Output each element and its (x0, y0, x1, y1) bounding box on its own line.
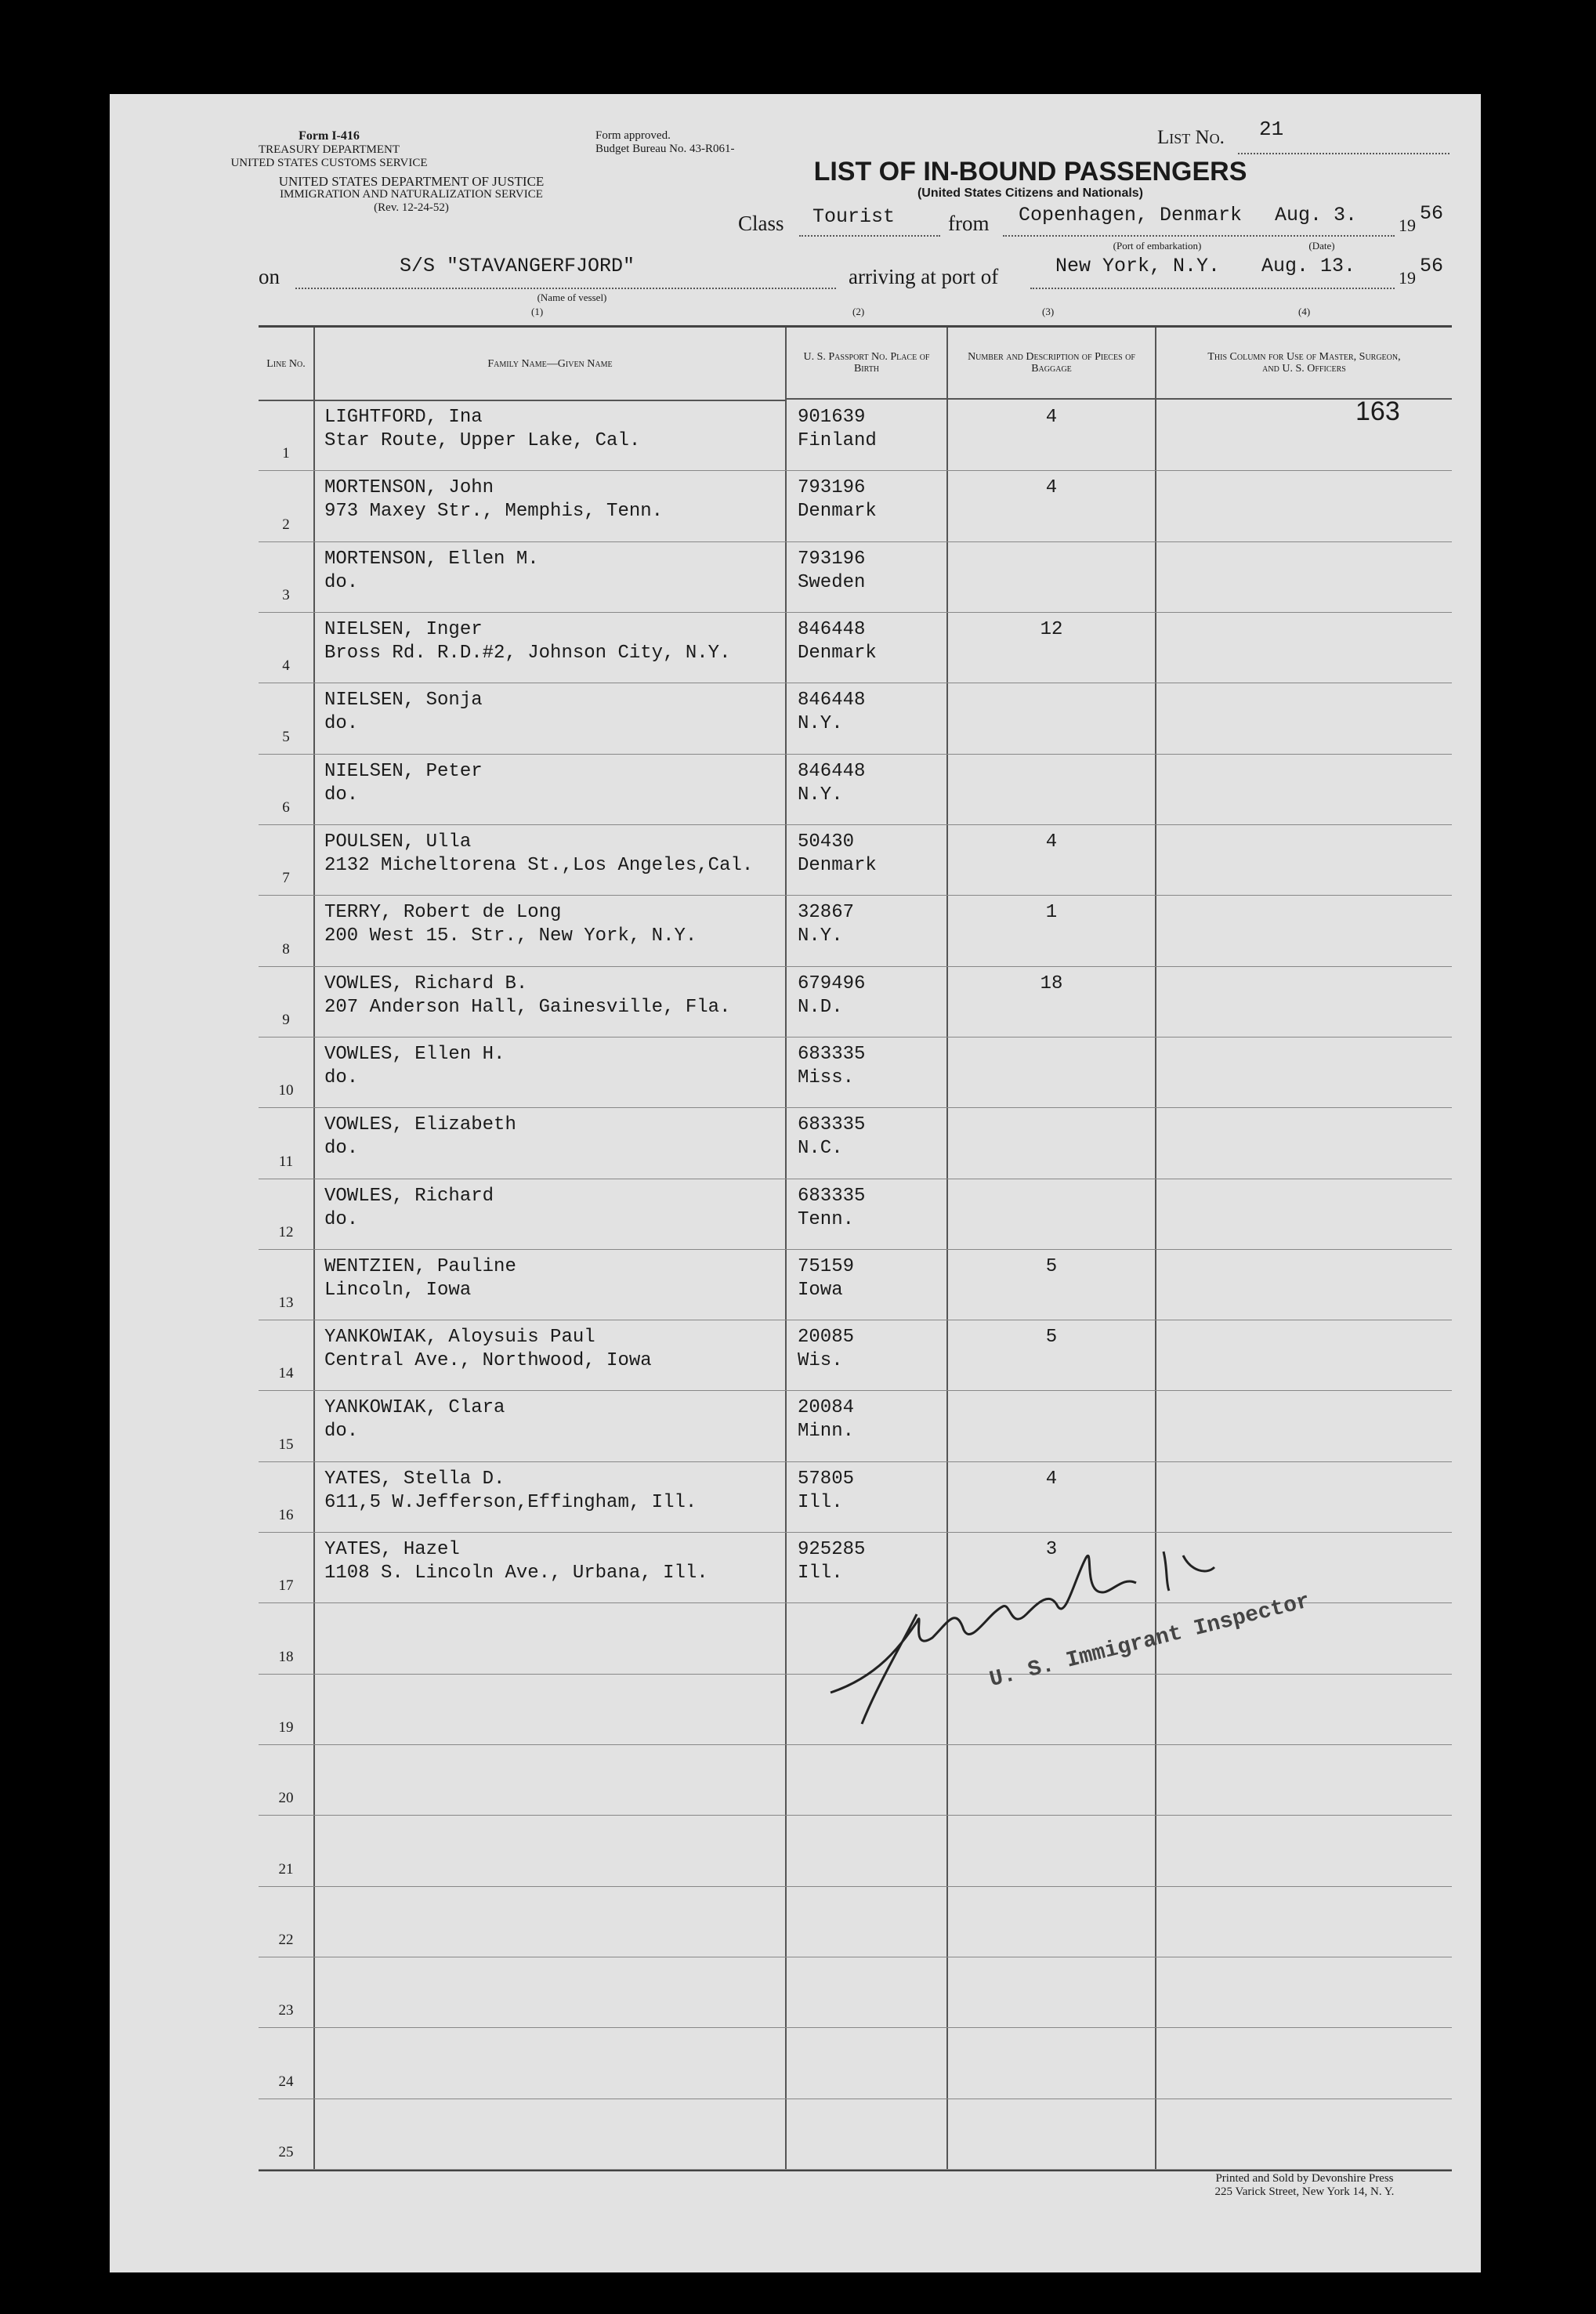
port-caption: (Port of embarkation) (1113, 240, 1202, 252)
passenger-address: do. (324, 784, 359, 806)
line-number: 20 (278, 1790, 294, 1807)
place-of-birth: Miss. (798, 1066, 855, 1088)
passenger-name: WENTZIEN, Pauline (324, 1255, 516, 1277)
form-number: Form I-416 (299, 129, 360, 143)
printer-line-2: 225 Varick Street, New York 14, N. Y. (1214, 2185, 1395, 2198)
passenger-address: 1108 S. Lincoln Ave., Urbana, Ill. (324, 1563, 708, 1584)
baggage-count: 12 (1040, 618, 1063, 640)
passenger-name: VOWLES, Richard B. (324, 972, 528, 994)
manifest-sheet (110, 94, 1481, 2272)
passport-number: 679496 (798, 972, 866, 994)
agency-block (212, 129, 447, 170)
passenger-address: Bross Rd. R.D.#2, Johnson City, N.Y. (324, 642, 731, 664)
table-row (259, 1815, 1452, 1886)
passenger-name: YANKOWIAK, Aloysuis Paul (324, 1327, 595, 1349)
line-number: 25 (278, 2144, 294, 2160)
place-of-birth: N.Y. (798, 925, 843, 947)
place-of-birth: N.C. (798, 1138, 843, 1160)
header-officers: This Column for Use of Master, Surgeon, and U. S. Officers (1156, 328, 1452, 400)
vessel-caption: (Name of vessel) (537, 292, 607, 303)
baggage-count: 5 (1045, 1327, 1058, 1349)
passport-number: 793196 (798, 477, 866, 499)
passenger-address: do. (324, 1208, 359, 1230)
place-of-birth: N.Y. (798, 713, 843, 735)
passenger-name: YATES, Hazel (324, 1539, 460, 1561)
col-marker-1: (1) (531, 306, 544, 317)
vessel-name: S/S "STAVANGERFJORD" (400, 255, 635, 277)
place-of-birth: Iowa (798, 1279, 843, 1301)
passport-number: 683335 (798, 1114, 866, 1136)
treasury-department: TREASURY DEPARTMENT (258, 143, 400, 156)
header-name: Family Name—Given Name (315, 328, 785, 401)
header-baggage: Number and Description of Pieces of Baggage (948, 328, 1155, 400)
line-number: 16 (278, 1507, 294, 1524)
line-number: 3 (282, 586, 290, 603)
form-revision: (Rev. 12-24-52) (374, 201, 449, 214)
justice-block (239, 175, 584, 215)
passenger-address: 200 West 15. Str., New York, N.Y. (324, 925, 697, 947)
baggage-count: 1 (1045, 902, 1058, 924)
line-number: 23 (278, 2002, 294, 2019)
line-number: 24 (278, 2073, 294, 2090)
place-of-birth: Ill. (798, 1563, 843, 1584)
baggage-count: 3 (1045, 1539, 1058, 1561)
place-of-birth: Wis. (798, 1350, 843, 1372)
place-of-birth: Denmark (798, 501, 877, 523)
header-line-no: Line No. (259, 328, 313, 401)
place-of-birth: N.Y. (798, 784, 843, 806)
line-number: 22 (278, 1932, 294, 1949)
embarkation-port: Copenhagen, Denmark (1019, 204, 1243, 226)
passport-number: 846448 (798, 618, 866, 640)
printer-footer (1152, 2172, 1457, 2199)
passenger-address: do. (324, 713, 359, 735)
on-label: on (259, 265, 280, 288)
line-number: 9 (282, 1011, 290, 1028)
passenger-address: Lincoln, Iowa (324, 1279, 472, 1301)
baggage-count: 18 (1040, 972, 1063, 994)
passport-number: 793196 (798, 548, 866, 570)
place-of-birth: Sweden (798, 571, 866, 593)
printer-line-1: Printed and Sold by Devonshire Press (1215, 2172, 1394, 2185)
approval-block (595, 129, 799, 156)
passenger-address: 2132 Micheltorena St.,Los Angeles,Cal. (324, 854, 754, 876)
passenger-name: TERRY, Robert de Long (324, 902, 562, 924)
page-title: LIST OF IN-BOUND PASSENGERS (813, 157, 1247, 186)
list-number: 21 (1259, 118, 1284, 141)
baggage-count: 4 (1045, 831, 1058, 853)
passenger-name: YANKOWIAK, Clara (324, 1397, 505, 1419)
officer-note: 163 (1355, 397, 1400, 426)
table-row (259, 1957, 1452, 2028)
passport-number: 683335 (798, 1185, 866, 1207)
year-prefix-2: 19 (1399, 268, 1416, 288)
passenger-name: NIELSEN, Peter (324, 760, 483, 782)
passenger-address: do. (324, 1421, 359, 1443)
passport-number: 846448 (798, 690, 866, 712)
line-number: 4 (282, 657, 290, 675)
passenger-name: YATES, Stella D. (324, 1468, 505, 1490)
passenger-name: VOWLES, Elizabeth (324, 1114, 516, 1136)
passenger-name: VOWLES, Richard (324, 1185, 494, 1207)
passenger-address: do. (324, 1138, 359, 1160)
baggage-count: 4 (1045, 407, 1058, 428)
col-marker-3: (3) (1042, 306, 1055, 317)
header-passport: U. S. Passport No. Place of Birth (787, 328, 946, 400)
line-number: 11 (278, 1153, 294, 1170)
passport-number: 846448 (798, 760, 866, 782)
table-row (259, 2027, 1452, 2099)
passenger-address: 611,5 W.Jefferson,Effingham, Ill. (324, 1491, 697, 1513)
arrival-port: New York, N.Y. (1055, 255, 1221, 277)
col-marker-2: (2) (852, 306, 865, 317)
line-number: 7 (282, 870, 290, 887)
passenger-name: LIGHTFORD, Ina (324, 407, 483, 428)
place-of-birth: Denmark (798, 854, 877, 876)
passenger-name: NIELSEN, Inger (324, 618, 483, 640)
passenger-name: VOWLES, Ellen H. (324, 1043, 505, 1065)
class-value: Tourist (812, 205, 896, 228)
col-marker-4: (4) (1298, 306, 1311, 317)
line-number: 13 (278, 1295, 294, 1312)
passenger-name: MORTENSON, Ellen M. (324, 548, 539, 570)
table-row (259, 2099, 1452, 2170)
line-number: 19 (278, 1719, 294, 1736)
line-number: 14 (278, 1365, 294, 1382)
line-number: 10 (278, 1082, 294, 1099)
date-caption: (Date) (1308, 240, 1335, 252)
line-number: 15 (278, 1436, 294, 1453)
place-of-birth: Ill. (798, 1491, 843, 1513)
place-of-birth: Minn. (798, 1421, 855, 1443)
inspector-stamp: U. S. Immigrant Inspector (987, 1589, 1313, 1693)
passport-number: 20085 (798, 1327, 855, 1349)
table-row (259, 1886, 1452, 1957)
passport-number: 925285 (798, 1539, 866, 1561)
list-no-label: List No. (1157, 127, 1225, 148)
from-label: from (948, 212, 990, 235)
passport-number: 75159 (798, 1255, 855, 1277)
passenger-name: MORTENSON, John (324, 477, 494, 499)
passenger-address: do. (324, 571, 359, 593)
place-of-birth: Finland (798, 430, 877, 451)
embarkation-date: Aug. 3. (1275, 204, 1358, 226)
passport-number: 50430 (798, 831, 855, 853)
budget-bureau: Budget Bureau No. 43-R061- (595, 143, 735, 155)
passport-number: 32867 (798, 902, 855, 924)
line-number: 12 (278, 1223, 294, 1240)
passenger-address: do. (324, 1066, 359, 1088)
place-of-birth: Tenn. (798, 1208, 855, 1230)
year-prefix: 19 (1399, 215, 1416, 235)
passport-number: 57805 (798, 1468, 855, 1490)
line-number: 1 (282, 445, 290, 462)
passport-number: 20084 (798, 1397, 855, 1419)
baggage-count: 5 (1045, 1255, 1058, 1277)
passenger-table (259, 325, 1452, 2171)
passenger-address: Central Ave., Northwood, Iowa (324, 1350, 652, 1372)
line-number: 21 (278, 1860, 294, 1878)
customs-service: UNITED STATES CUSTOMS SERVICE (230, 157, 428, 169)
passenger-address: Star Route, Upper Lake, Cal. (324, 430, 641, 451)
page-subtitle: (United States Citizens and Nationals) (917, 186, 1144, 200)
line-number: 2 (282, 516, 290, 533)
line-number: 5 (282, 728, 290, 745)
ins-name: IMMIGRATION AND NATURALIZATION SERVICE (280, 188, 543, 201)
embarkation-year: 56 (1420, 202, 1444, 225)
line-number: 6 (282, 798, 290, 816)
class-label: Class (738, 212, 784, 235)
arrival-date: Aug. 13. (1261, 255, 1356, 277)
place-of-birth: Denmark (798, 642, 877, 664)
form-approved: Form approved. (595, 129, 671, 142)
arrival-year: 56 (1420, 255, 1444, 277)
line-number: 8 (282, 940, 290, 958)
place-of-birth: N.D. (798, 996, 843, 1018)
passport-number: 901639 (798, 407, 866, 428)
passenger-name: POULSEN, Ulla (324, 831, 472, 853)
arriving-label: arriving at port of (849, 265, 999, 288)
passenger-name: NIELSEN, Sonja (324, 690, 483, 712)
baggage-count: 4 (1045, 1468, 1058, 1490)
line-number: 18 (278, 1648, 294, 1665)
passport-number: 683335 (798, 1043, 866, 1065)
passenger-address: 207 Anderson Hall, Gainesville, Fla. (324, 996, 731, 1018)
line-number: 17 (278, 1577, 294, 1595)
passenger-address: 973 Maxey Str., Memphis, Tenn. (324, 501, 664, 523)
justice-department: UNITED STATES DEPARTMENT OF JUSTICE (278, 174, 545, 189)
baggage-count: 4 (1045, 477, 1058, 499)
